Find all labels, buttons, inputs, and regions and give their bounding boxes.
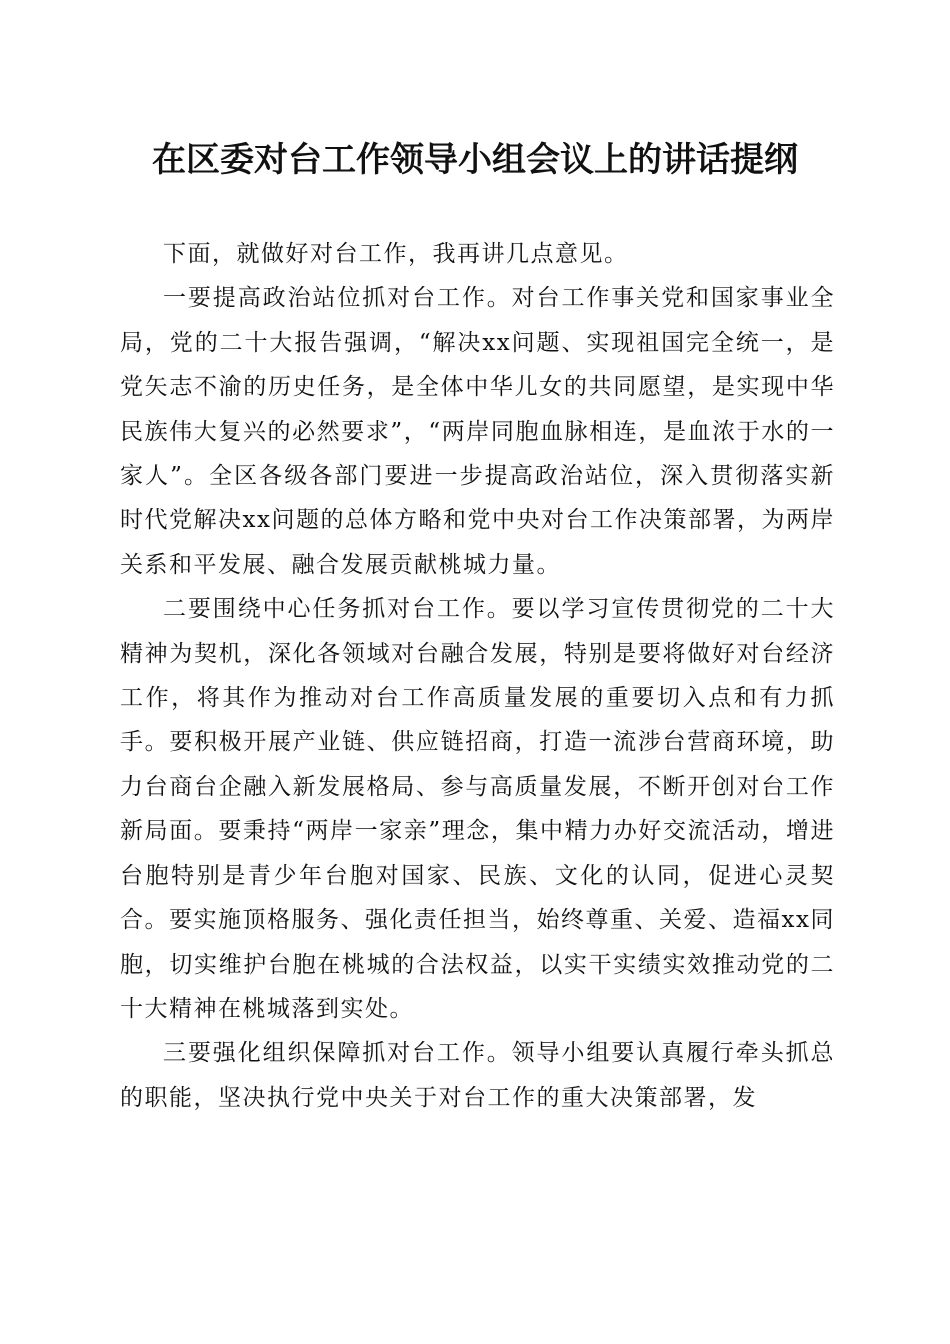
paragraph-point-two: 二要围绕中心任务抓对台工作。要以学习宣传贯彻党的二十大精神为契机，深化各领域对台融合发展，特别是要将做好对台经济工作，将其作为推动对台工作高质量发展的重要切入点和有力抓手。要积极开展产业链、供应链招商，打造一流涉台营商环境，助力台商台企融入新发展格局、参与高质量发展，不断开创对台工作新局面。要秉持“两岸一家亲”理念，集中精力办好交流活动，增进台胞特别是青少年台胞对国家、民族、文化的认同，促进心灵契合。要实施顶格服务、强化责任担当，始终尊重、关爱、造福xx同胞，切实维护台胞在桃城的合法权益，以实干实绩实效推动党的二十大精神在桃城落到实处。	[120, 596, 835, 1022]
paragraph-point-three: 三要强化组织保障抓对台工作。领导小组要认真履行牵头抓总的职能，坚决执行党中央关于对台工作的重大决策部署，发	[120, 1040, 835, 1111]
paragraph-intro: 下面，就做好对台工作，我再讲几点意见。	[163, 241, 629, 267]
paragraph-point-one: 一要提高政治站位抓对台工作。对台工作事关党和国家事业全局，党的二十大报告强调，“解决xx问题、实现祖国完全统一，是党矢志不渝的历史任务，是全体中华儿女的共同愿望，是实现中华民族伟大复兴的必然要求”，“两岸同胞血脉相连，是血浓于水的一家人”。全区各级各部门要进一步提高政治站位，深入贯彻落实新时代党解决xx问题的总体方略和党中央对台工作决策部署，为两岸关系和平发展、融合发展贡献桃城力量。	[120, 285, 835, 578]
document-body	[120, 232, 835, 1120]
page-title: 在区委对台工作领导小组会议上的讲话提纲	[152, 140, 798, 180]
